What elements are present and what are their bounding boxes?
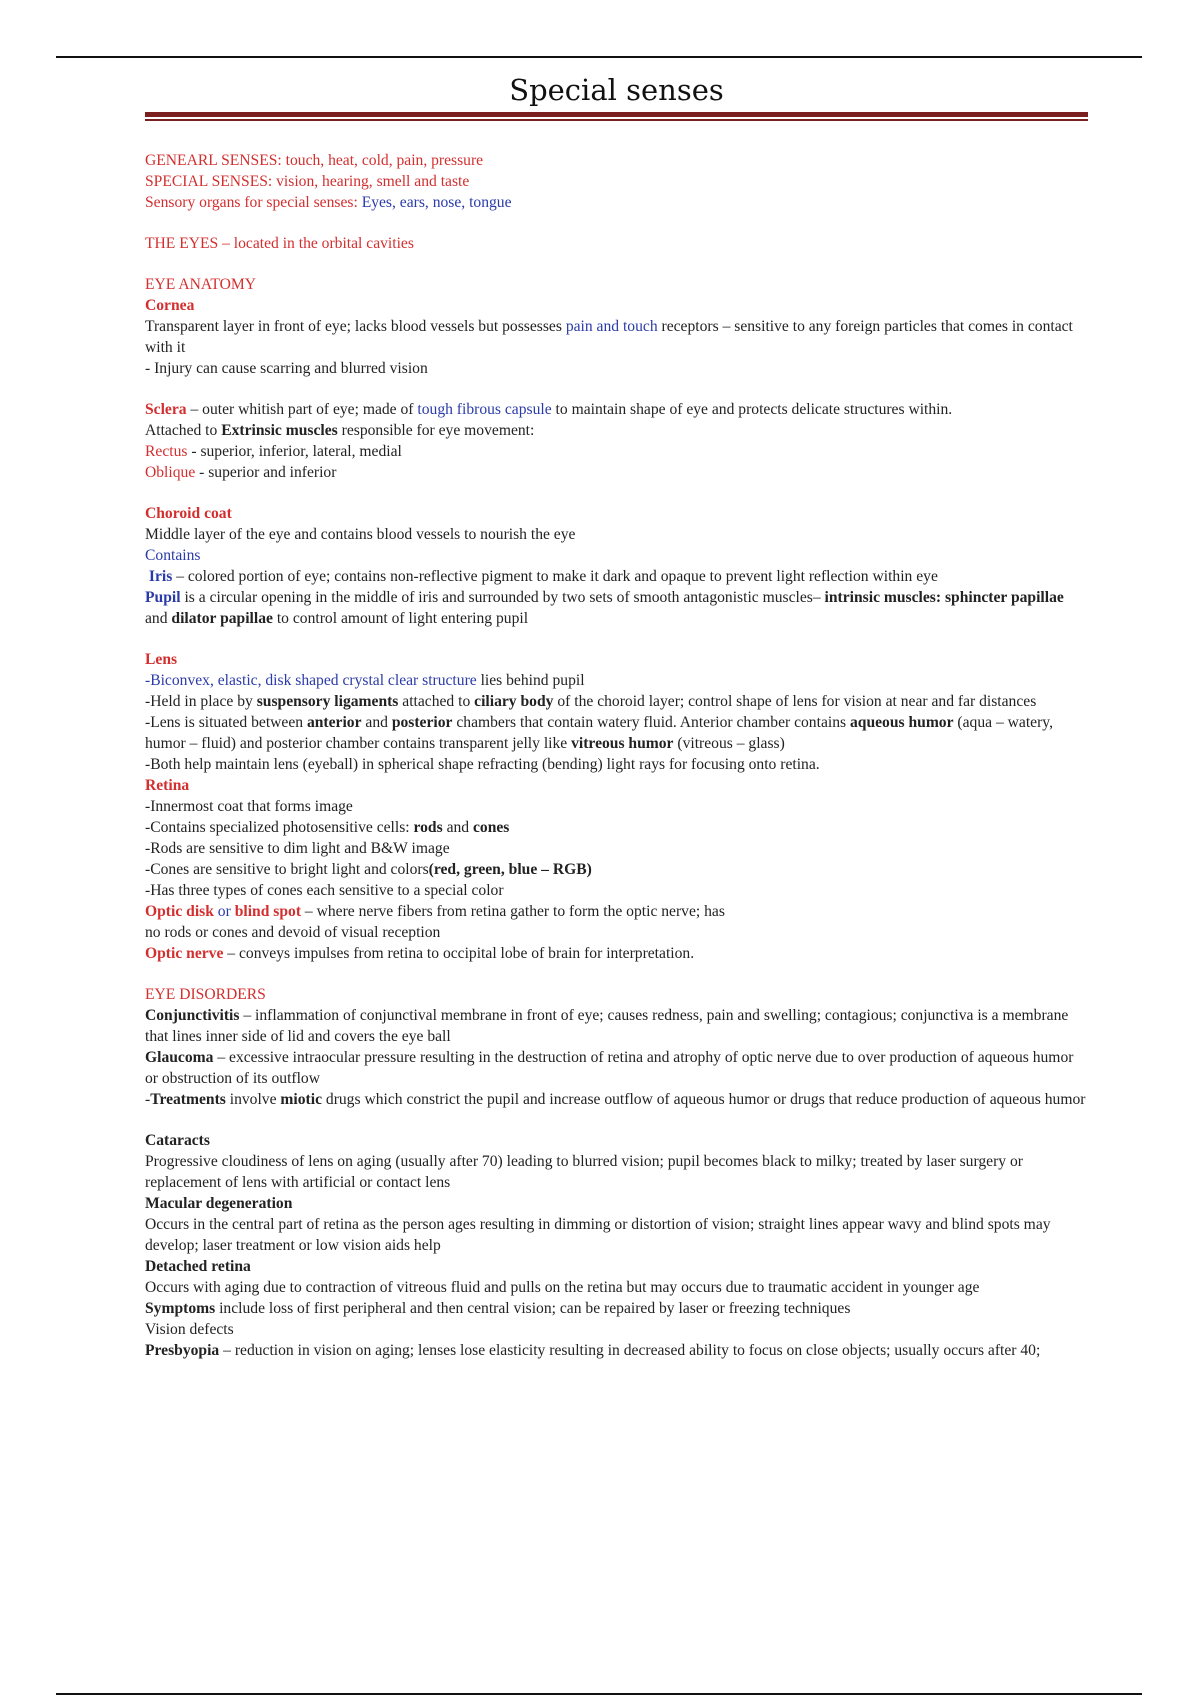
macular-heading: Macular degeneration <box>145 1195 293 1212</box>
vision-defects: Vision defects <box>145 1321 234 1338</box>
vitreous-humor: vitreous humor <box>571 735 674 752</box>
optic-nerve-text: – conveys impulses from retina to occipital lobe of brain for interpretation. <box>223 945 695 962</box>
pupil-and: and <box>145 610 172 627</box>
retina-line-1: -Innermost coat that forms image <box>145 798 353 815</box>
lens-line-4: -Both help maintain lens (eyeball) in spherical shape refracting (bending) light rays for focusing onto retina. <box>145 756 820 773</box>
glaucoma-label: Glaucoma <box>145 1049 214 1066</box>
lens-l3-a: -Lens is situated between <box>145 714 307 731</box>
eye-anatomy-heading: EYE ANATOMY <box>145 276 257 293</box>
optic-nerve-label: Optic nerve <box>145 945 224 962</box>
rgb-colors: (red, green, blue – RGB) <box>428 861 592 878</box>
blind-spot-label: blind spot <box>234 903 302 920</box>
lens-l2-e: of the choroid layer; control shape of lens for vision at near and far distances <box>553 693 1037 710</box>
presbyopia-text: – reduction in vision on aging; lenses lose elasticity resulting in decreased ability to focus on close objects; usually occurs after 40; <box>219 1342 1041 1359</box>
symptoms-label: Symptoms <box>145 1300 216 1317</box>
lens-l3-g: (aqua – watery, humor – fluid) and posterior chamber contains transparent jelly like <box>145 714 1053 752</box>
lens-l2-c: attached to <box>398 693 475 710</box>
treatments-b: drugs which constrict the pupil and increase outflow of aqueous humor or drugs that reduce production of aqueous humor <box>322 1091 1086 1108</box>
cornea-heading: Cornea <box>145 297 195 314</box>
cornea-description <box>145 316 1088 358</box>
pupil-label: Pupil <box>145 589 181 606</box>
ciliary-body: ciliary body <box>474 693 554 710</box>
rods: rods <box>413 819 443 836</box>
sensory-organs-prefix: Sensory organs for special senses: <box>145 194 362 211</box>
cornea-receptors: pain and touch <box>565 318 658 335</box>
glaucoma-text: – excessive intraocular pressure resulting in the destruction of retina and atrophy of optic nerve due to over production of aqueous humor or obstruction of its outflow <box>145 1049 1074 1087</box>
macular-text: Occurs in the central part of retina as the person ages resulting in dimming or distortion of vision; straight lines appear wavy and blind spots may develop; laser treatment or low vision aids help <box>145 1216 1051 1254</box>
conjunctivitis-text: – inflammation of conjunctival membrane in front of eye; causes redness, pain and swelling; contagious; conjunctiva is a membrane that lines inner side of lid and covers the eye ball <box>145 1007 1069 1045</box>
lens-heading: Lens <box>145 651 178 668</box>
lens-l3-c: and <box>361 714 392 731</box>
sensory-organs-list: Eyes, ears, nose, tongue <box>361 194 512 211</box>
oblique-line <box>145 462 1088 483</box>
presbyopia-label: Presbyopia <box>145 1342 220 1359</box>
choroid-contains: Contains <box>145 547 201 564</box>
cornea-injury: - Injury can cause scarring and blurred vision <box>145 360 428 377</box>
retina-line-3: -Rods are sensitive to dim light and B&W image <box>145 840 450 857</box>
sclera-description <box>145 399 1088 420</box>
rectus-text: - superior, inferior, lateral, medial <box>187 443 402 460</box>
choroid-middle: Middle layer of the eye and contains blood vessels to nourish the eye <box>145 526 576 543</box>
dilator-papillae: dilator papillae <box>171 610 273 627</box>
oblique-text: - superior and inferior <box>195 464 337 481</box>
detached-text: Occurs with aging due to contraction of vitreous fluid and pulls on the retina but may occurs due to traumatic accident in younger age <box>145 1279 980 1296</box>
lens-l3-e: chambers that contain watery fluid. Anterior chamber contains <box>452 714 850 731</box>
optic-disk-line-2: no rods or cones and devoid of visual reception <box>145 924 441 941</box>
cataracts-heading: Cataracts <box>145 1132 210 1149</box>
suspensory-ligaments: suspensory ligaments <box>256 693 399 710</box>
symptoms-text: include loss of first peripheral and then central vision; can be repaired by laser or freezing techniques <box>215 1300 851 1317</box>
cornea-text-end: receptors – sensitive to any foreign particles that comes in contact with it <box>145 318 1073 356</box>
pupil-end: to control amount of light entering pupil <box>272 610 529 627</box>
miotic: miotic <box>280 1091 322 1108</box>
sclera-capsule: tough fibrous capsule <box>417 401 552 418</box>
document-body <box>145 150 1088 1361</box>
title-underline-thin <box>145 119 1088 121</box>
sensory-organs-line <box>145 192 1088 213</box>
sclera-text-end: to maintain shape of eye and protects delicate structures within. <box>551 401 953 418</box>
pupil-line <box>145 587 1088 629</box>
rectus-label: Rectus <box>145 443 188 460</box>
anterior: anterior <box>306 714 362 731</box>
cones: cones <box>473 819 510 836</box>
iris-line <box>145 566 1088 587</box>
top-rule <box>56 56 1142 58</box>
intrinsic-muscles: intrinsic muscles: sphincter papillae <box>824 589 1064 606</box>
treatments-line <box>145 1089 1088 1110</box>
optic-disk-text: – where nerve fibers from retina gather to form the optic nerve; has <box>301 903 725 920</box>
extrinsic-muscles: Extrinsic muscles <box>221 422 338 439</box>
sclera-attached <box>145 420 1088 441</box>
retina-r4-a: -Cones are sensitive to bright light and colors <box>145 861 429 878</box>
conjunctivitis-line <box>145 1005 1088 1047</box>
iris-label: Iris <box>148 568 173 585</box>
presbyopia-line <box>145 1340 1088 1361</box>
eye-disorders-heading: EYE DISORDERS <box>145 986 266 1003</box>
retina-line-2 <box>145 817 1088 838</box>
symptoms-line <box>145 1298 1088 1319</box>
treatments-label: Treatments <box>150 1091 226 1108</box>
pupil-text: is a circular opening in the middle of iris and surrounded by two sets of smooth antagonistic muscles– <box>180 589 825 606</box>
or-word: or <box>213 903 235 920</box>
oblique-label: Oblique <box>145 464 196 481</box>
title-underline <box>145 112 1088 117</box>
optic-nerve-line <box>145 943 1088 964</box>
choroid-heading: Choroid coat <box>145 505 232 522</box>
conjunctivitis-label: Conjunctivitis <box>145 1007 240 1024</box>
iris-text: – colored portion of eye; contains non-reflective pigment to make it dark and opaque to prevent light reflection within eye <box>172 568 938 585</box>
lens-line-3 <box>145 712 1088 754</box>
treatments-dash: - <box>145 1091 151 1108</box>
lens-line-1 <box>145 670 1088 691</box>
aqueous-humor: aqueous humor <box>849 714 954 731</box>
sclera-text: – outer whitish part of eye; made of <box>186 401 418 418</box>
cataracts-text: Progressive cloudiness of lens on aging (usually after 70) leading to blurred vision; pupil becomes black to milky; treated by laser surgery or replacement of lens with artificial or contact lens <box>145 1153 1023 1191</box>
the-eyes-line: THE EYES – located in the orbital cavities <box>145 235 414 252</box>
lens-l2-a: -Held in place by <box>145 693 257 710</box>
lens-line-2 <box>145 691 1088 712</box>
general-senses-line: GENEARL SENSES: touch, heat, cold, pain, pressure <box>145 152 484 169</box>
lens-structure: -Biconvex, elastic, disk shaped crystal clear structure <box>145 672 477 689</box>
rectus-line <box>145 441 1088 462</box>
retina-line-4 <box>145 859 1088 880</box>
retina-r2-a: -Contains specialized photosensitive cells: <box>145 819 414 836</box>
cornea-text: Transparent layer in front of eye; lacks blood vessels but possesses <box>145 318 566 335</box>
retina-heading: Retina <box>145 777 190 794</box>
attached-prefix: Attached to <box>145 422 222 439</box>
treatments-a: involve <box>225 1091 281 1108</box>
glaucoma-line <box>145 1047 1088 1089</box>
lens-l3-i: (vitreous – glass) <box>673 735 785 752</box>
optic-disk-label: Optic disk <box>145 903 214 920</box>
detached-heading: Detached retina <box>145 1258 251 1275</box>
posterior: posterior <box>391 714 453 731</box>
optic-disk-line <box>145 901 1088 922</box>
page-title: Special senses <box>509 73 724 107</box>
retina-line-5: -Has three types of cones each sensitive to a special color <box>145 882 504 899</box>
retina-r2-c: and <box>442 819 473 836</box>
bottom-rule <box>56 1693 1142 1695</box>
special-senses-line: SPECIAL SENSES: vision, hearing, smell and taste <box>145 173 470 190</box>
sclera-heading: Sclera <box>145 401 187 418</box>
lens-line-1-end: lies behind pupil <box>476 672 585 689</box>
attached-end: responsible for eye movement: <box>337 422 535 439</box>
